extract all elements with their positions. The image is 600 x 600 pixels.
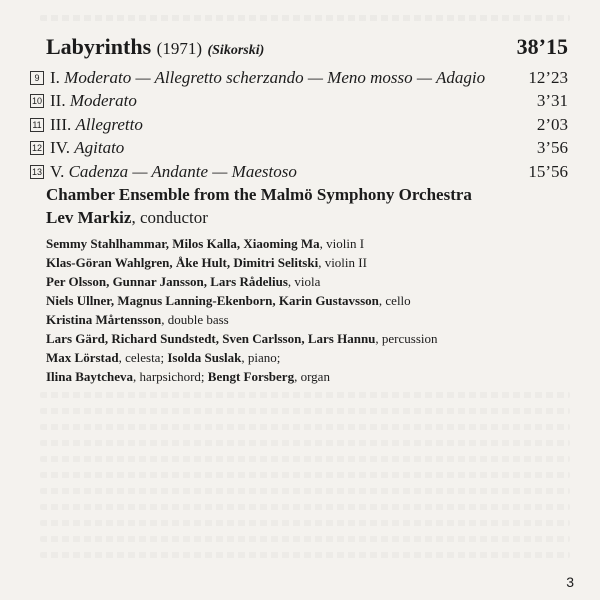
track-list bbox=[30, 66, 568, 184]
bleed-texture bbox=[40, 488, 570, 494]
musician-role: , double bass bbox=[161, 312, 229, 327]
bleed-texture bbox=[40, 504, 570, 510]
track-title bbox=[50, 162, 528, 182]
musician-role: , cello bbox=[378, 293, 411, 308]
musician-line bbox=[46, 274, 566, 293]
movement-number: IV. bbox=[50, 138, 70, 158]
work-year: (1971) bbox=[156, 39, 202, 58]
musician-list bbox=[46, 236, 566, 388]
track-time: 3’56 bbox=[536, 138, 568, 158]
work-title-row bbox=[46, 34, 568, 60]
track-number-box: 12 bbox=[31, 143, 42, 154]
musician-names: Ilina Baytcheva bbox=[46, 369, 134, 384]
musician-names: Max Lörstad bbox=[46, 350, 119, 365]
track-time: 3’31 bbox=[536, 91, 568, 111]
bleed-texture bbox=[40, 15, 570, 21]
track-row bbox=[30, 113, 568, 137]
musician-role: , violin II bbox=[318, 255, 367, 270]
musician-line bbox=[46, 293, 566, 312]
musician-names: Bengt Forsberg bbox=[207, 369, 295, 384]
track-title bbox=[50, 91, 537, 111]
musician-role: , viola bbox=[287, 274, 321, 289]
track-number-box: 11 bbox=[30, 118, 44, 132]
bleed-texture bbox=[40, 408, 570, 414]
musician-role: , celesta; bbox=[118, 350, 168, 365]
bleed-texture bbox=[40, 440, 570, 446]
work-publisher: (Sikorski) bbox=[207, 43, 265, 58]
movement-number: V. bbox=[50, 161, 65, 181]
musician-names: Isolda Suslak bbox=[167, 350, 242, 365]
work-title: Labyrinths bbox=[46, 34, 152, 59]
conductor-role: , conductor bbox=[131, 208, 208, 227]
musician-names: Kristina Mårtensson bbox=[46, 312, 162, 327]
bleed-texture bbox=[40, 520, 570, 526]
track-row bbox=[30, 90, 568, 114]
track-number-box: 13 bbox=[31, 166, 42, 177]
conductor-credit bbox=[46, 208, 208, 228]
track-number-box: 9 bbox=[30, 71, 44, 85]
musician-names: Per Olsson, Gunnar Jansson, Lars Rådelius bbox=[46, 274, 288, 289]
track-row bbox=[30, 66, 568, 90]
bleed-texture bbox=[40, 424, 570, 430]
track-title bbox=[50, 115, 537, 135]
musician-line bbox=[46, 312, 566, 331]
track-time: 15’56 bbox=[528, 161, 568, 181]
track-title bbox=[50, 138, 537, 158]
bleed-texture bbox=[40, 392, 570, 398]
musician-line bbox=[46, 236, 566, 255]
musician-line bbox=[46, 331, 566, 350]
movement-number: II. bbox=[50, 91, 66, 111]
movement-tempo: Allegretto bbox=[75, 114, 143, 134]
musician-names: Semmy Stahlhammar, Milos Kalla, Xiaoming Ma bbox=[46, 236, 320, 251]
bleed-texture bbox=[40, 536, 570, 542]
track-row bbox=[30, 137, 568, 161]
musician-role: , percussion bbox=[375, 331, 438, 346]
track-row bbox=[30, 160, 568, 184]
page-number: 3 bbox=[566, 574, 574, 590]
movement-tempo: Agitato bbox=[74, 138, 125, 158]
musician-names: Niels Ullner, Magnus Lanning-Ekenborn, Karin Gustavsson bbox=[46, 293, 379, 308]
musician-role: , organ bbox=[294, 369, 330, 384]
track-time: 12’23 bbox=[528, 67, 568, 87]
movement-number: III. bbox=[50, 114, 72, 134]
movement-tempo: Moderato — Allegretto scherzando — Meno mosso — Adagio bbox=[64, 67, 486, 87]
bleed-texture bbox=[40, 456, 570, 462]
musician-names: Klas-Göran Wahlgren, Åke Hult, Dimitri Selitski bbox=[46, 255, 319, 270]
musician-line bbox=[46, 369, 566, 388]
musician-line bbox=[46, 350, 566, 369]
work-heading bbox=[46, 34, 264, 60]
bleed-texture bbox=[40, 472, 570, 478]
ensemble-name: Chamber Ensemble from the Malmö Symphony Orchestra bbox=[46, 185, 472, 204]
track-title bbox=[50, 68, 528, 88]
musician-line bbox=[46, 255, 566, 274]
musician-names: Lars Gärd, Richard Sundstedt, Sven Carlsson, Lars Hannu bbox=[46, 331, 376, 346]
movement-tempo: Moderato bbox=[69, 91, 137, 111]
total-duration: 38’15 bbox=[516, 34, 568, 59]
movement-number: I. bbox=[50, 67, 60, 87]
movement-tempo: Cadenza — Andante — Maestoso bbox=[68, 161, 297, 181]
conductor-name: Lev Markiz bbox=[46, 208, 132, 227]
musician-role: , harpsichord; bbox=[133, 369, 208, 384]
musician-role: , violin I bbox=[319, 236, 365, 251]
bleed-texture bbox=[40, 552, 570, 558]
track-time: 2’03 bbox=[536, 114, 568, 134]
musician-role: , piano; bbox=[241, 350, 281, 365]
track-number-box: 10 bbox=[31, 96, 42, 107]
